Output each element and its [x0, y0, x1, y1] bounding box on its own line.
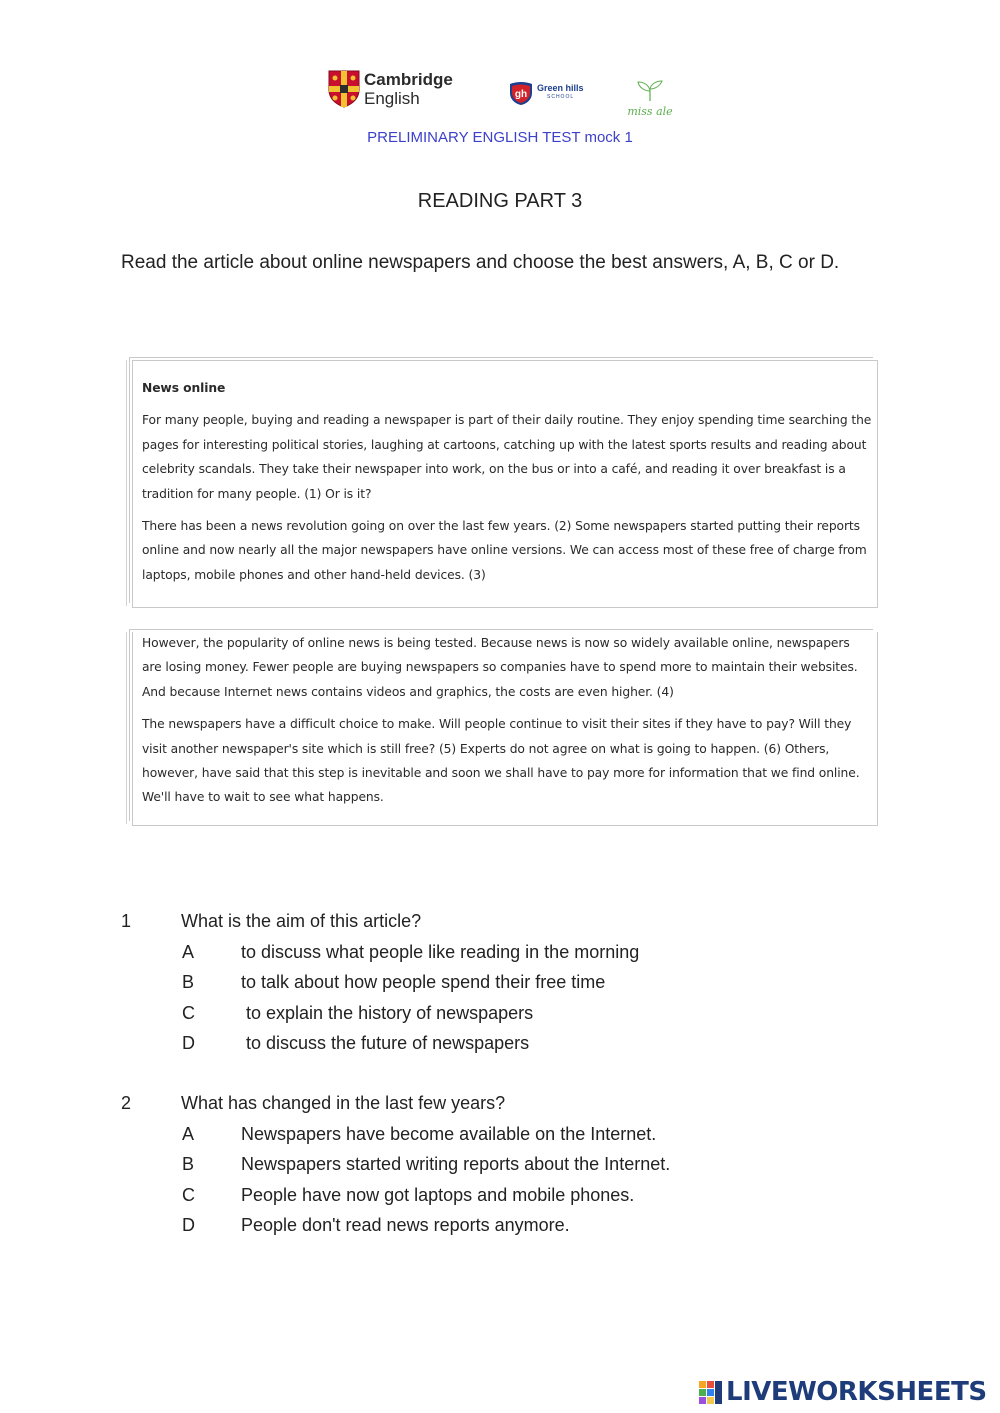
option-letter: C: [182, 1002, 195, 1023]
article-title: News online: [142, 381, 226, 395]
cambridge-logo-line1: Cambridge: [364, 70, 453, 89]
option-text: Newspapers started writing reports about the Internet.: [241, 1154, 671, 1174]
question-number: 1: [121, 911, 132, 931]
option-text: People have now got laptops and mobile phones.: [241, 1184, 635, 1205]
answer-option[interactable]: [121, 1149, 821, 1180]
cambridge-logo-line2: English: [364, 89, 420, 108]
answer-option[interactable]: [121, 1119, 821, 1150]
answer-option[interactable]: [121, 937, 821, 968]
option-letter: D: [182, 1215, 195, 1235]
green-hills-badge-icon: [508, 80, 534, 106]
article-paragraph-4: The newspapers have a difficult choice to make. Will people continue to visit their sites if they have to pay? Will they visit another newspaper's site which is still free? (5) Experts do not agree on what is going to happen. (6) Others, however, have said that this step is inevitable and soon we shall have to pay more for information that we find online. We'll have to wait to see what happens.: [142, 717, 860, 805]
option-letter: B: [182, 1154, 195, 1174]
cambridge-english-logo: [328, 70, 453, 108]
sprout-icon: [635, 80, 665, 102]
answer-option[interactable]: [121, 998, 821, 1029]
liveworksheets-logo-icon: [698, 1379, 724, 1405]
question-number: 2: [121, 1093, 132, 1113]
cambridge-shield-icon: [328, 70, 360, 108]
liveworksheets-brand-text: LIVEWORKSHEETS: [726, 1377, 987, 1407]
answer-option[interactable]: [121, 1210, 821, 1241]
article-paragraph-3: However, the popularity of online news is being tested. Because news is now so widely available online, newspapers are losing money. Fewer people are buying newspapers so companies have to spend more to maintain their websites. And because Internet news contains videos and graphics, the costs are even higher. (4): [142, 636, 858, 699]
liveworksheets-logo[interactable]: [698, 1377, 987, 1407]
svg-text:gh: gh: [514, 89, 528, 100]
option-text: Newspapers have become available on the Internet.: [241, 1123, 657, 1144]
option-letter: C: [182, 1184, 195, 1205]
article-image-part-2: [132, 632, 878, 826]
answer-option[interactable]: [121, 1028, 821, 1059]
article-paragraph-2: There has been a news revolution going on over the last few years. (2) Some newspapers started putting their reports online and now nearly all the major newspapers have online versions. We can access most of these free of charge from laptops, mobile phones and other hand-held devices. (3): [142, 519, 867, 582]
option-text: to explain the history of newspapers: [246, 1002, 534, 1023]
article-paragraph-1: For many people, buying and reading a newspaper is part of their daily routine. They enjoy spending time searching the pages for interesting political stories, laughing at cartoons, catching up with the latest sports results and reading about celebrity scandals. They take their newspaper into work, on the bus or into a café, and reading it over breakfast is a tradition for many people. (1) Or is it?: [142, 413, 872, 501]
part-title: READING PART 3: [417, 190, 583, 212]
green-hills-sub: SCHOOL: [547, 94, 575, 100]
option-letter: B: [182, 972, 195, 992]
header-logos: [328, 68, 688, 120]
option-text: to talk about how people spend their free time: [241, 972, 606, 992]
instructions: Read the article about online newspapers and choose the best answers, A, B, C or D.: [121, 252, 840, 273]
miss-ale-logo: [626, 80, 674, 120]
option-text: to discuss the future of newspapers: [246, 1033, 530, 1053]
answer-option[interactable]: [121, 1180, 821, 1211]
mock-title: PRELIMINARY ENGLISH TEST mock 1: [367, 129, 633, 146]
article-image-part-1: [132, 360, 878, 608]
option-letter: A: [182, 941, 195, 962]
question-text: What has changed in the last few years?: [181, 1093, 506, 1113]
green-hills-school-logo: [508, 80, 584, 106]
option-text: to discuss what people like reading in the morning: [241, 941, 640, 962]
option-text: People don't read news reports anymore.: [241, 1215, 570, 1235]
green-hills-name: Green hills: [537, 83, 584, 93]
option-letter: A: [182, 1123, 195, 1144]
question-2: [121, 1088, 821, 1241]
question-text: What is the aim of this article?: [181, 911, 422, 931]
question-1: [121, 906, 821, 1059]
answer-option[interactable]: [121, 967, 821, 998]
miss-ale-text: miss ale: [627, 105, 673, 118]
option-letter: D: [182, 1033, 195, 1053]
